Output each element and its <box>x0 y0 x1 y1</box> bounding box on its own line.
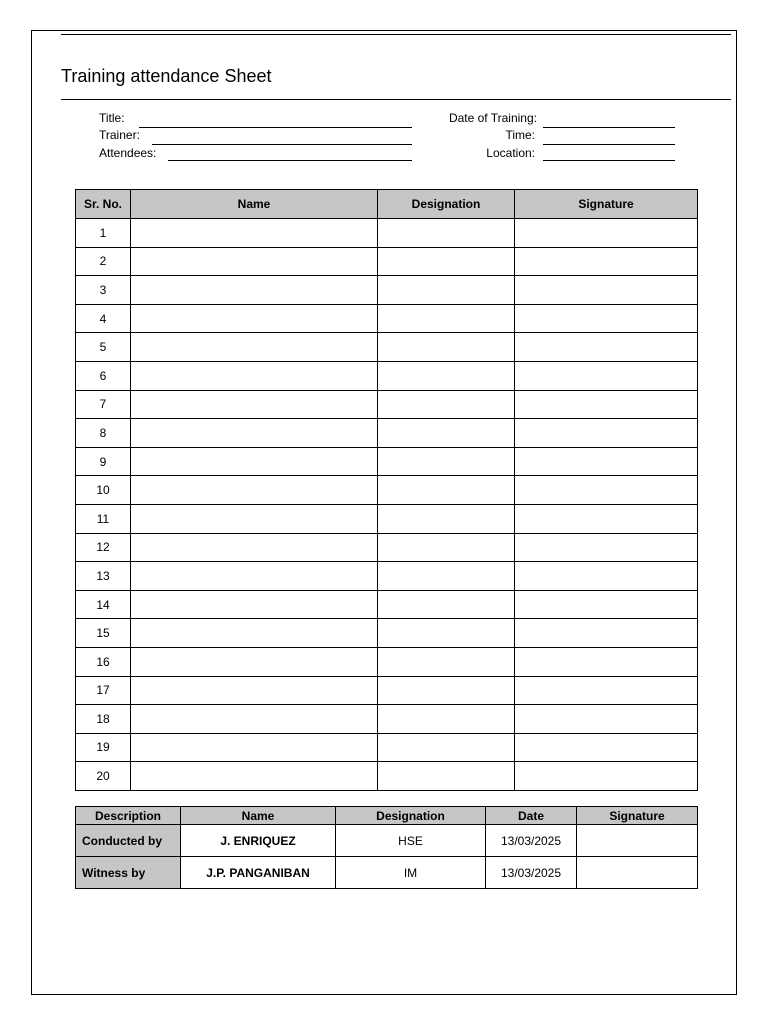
row-number: 5 <box>76 333 131 362</box>
designation-cell[interactable] <box>378 733 515 762</box>
row-number: 6 <box>76 361 131 390</box>
designation-cell[interactable] <box>378 705 515 734</box>
attendance-table <box>75 189 698 791</box>
designation-cell[interactable] <box>378 276 515 305</box>
date-of-training-line[interactable] <box>543 127 675 128</box>
attendance-row <box>76 476 698 505</box>
time-label: Time: <box>505 128 535 142</box>
signature-cell[interactable] <box>515 619 698 648</box>
summary-header-name: Name <box>181 807 336 825</box>
designation-cell[interactable] <box>378 504 515 533</box>
row-number: 8 <box>76 419 131 448</box>
row-number: 19 <box>76 733 131 762</box>
page-title: Training attendance Sheet <box>61 66 272 86</box>
signature-cell[interactable] <box>515 304 698 333</box>
attendance-row <box>76 219 698 248</box>
designation-cell[interactable] <box>378 590 515 619</box>
name-cell[interactable] <box>131 333 378 362</box>
row-number: 3 <box>76 276 131 305</box>
summary-name[interactable]: J.P. PANGANIBAN <box>181 857 336 889</box>
signature-cell[interactable] <box>515 361 698 390</box>
summary-header-date: Date <box>486 807 577 825</box>
name-cell[interactable] <box>131 390 378 419</box>
attendance-row <box>76 304 698 333</box>
location-label: Location: <box>486 146 535 160</box>
name-cell[interactable] <box>131 733 378 762</box>
attendance-row <box>76 647 698 676</box>
header-sr-no: Sr. No. <box>76 190 131 219</box>
summary-header-description: Description <box>76 807 181 825</box>
date-of-training-label: Date of Training: <box>448 111 537 125</box>
name-cell[interactable] <box>131 276 378 305</box>
signature-cell[interactable] <box>515 705 698 734</box>
summary-description: Conducted by <box>76 825 181 857</box>
name-cell[interactable] <box>131 219 378 248</box>
row-number: 20 <box>76 762 131 791</box>
attendance-row <box>76 762 698 791</box>
signature-cell[interactable] <box>515 447 698 476</box>
attendance-row <box>76 361 698 390</box>
name-cell[interactable] <box>131 705 378 734</box>
signature-cell[interactable] <box>515 762 698 791</box>
attendance-header-row <box>76 190 698 219</box>
summary-description: Witness by <box>76 857 181 889</box>
name-cell[interactable] <box>131 419 378 448</box>
row-number: 13 <box>76 562 131 591</box>
header-designation: Designation <box>378 190 515 219</box>
signature-cell[interactable] <box>515 562 698 591</box>
summary-header-signature: Signature <box>577 807 698 825</box>
summary-header-designation: Designation <box>336 807 486 825</box>
row-number: 10 <box>76 476 131 505</box>
signature-cell[interactable] <box>515 533 698 562</box>
designation-cell[interactable] <box>378 762 515 791</box>
header-name: Name <box>131 190 378 219</box>
name-cell[interactable] <box>131 562 378 591</box>
row-number: 2 <box>76 247 131 276</box>
name-cell[interactable] <box>131 533 378 562</box>
row-number: 17 <box>76 676 131 705</box>
summary-date[interactable]: 13/03/2025 <box>486 825 577 857</box>
row-number: 18 <box>76 705 131 734</box>
summary-signature[interactable] <box>577 825 698 857</box>
name-cell[interactable] <box>131 447 378 476</box>
signature-cell[interactable] <box>515 247 698 276</box>
name-cell[interactable] <box>131 762 378 791</box>
designation-cell[interactable] <box>378 333 515 362</box>
signature-cell[interactable] <box>515 219 698 248</box>
summary-signature[interactable] <box>577 857 698 889</box>
designation-cell[interactable] <box>378 562 515 591</box>
trainer-line[interactable] <box>152 144 412 145</box>
name-cell[interactable] <box>131 361 378 390</box>
attendance-row <box>76 276 698 305</box>
designation-cell[interactable] <box>378 447 515 476</box>
row-number: 7 <box>76 390 131 419</box>
summary-name[interactable]: J. ENRIQUEZ <box>181 825 336 857</box>
attendance-row <box>76 733 698 762</box>
row-number: 4 <box>76 304 131 333</box>
designation-cell[interactable] <box>378 476 515 505</box>
title-rule <box>61 99 731 100</box>
summary-designation[interactable]: HSE <box>336 825 486 857</box>
time-line[interactable] <box>543 144 675 145</box>
signature-cell[interactable] <box>515 333 698 362</box>
signature-cell[interactable] <box>515 476 698 505</box>
designation-cell[interactable] <box>378 676 515 705</box>
attendance-row <box>76 504 698 533</box>
attendees-label: Attendees: <box>99 146 157 160</box>
attendance-row <box>76 562 698 591</box>
row-number: 1 <box>76 219 131 248</box>
row-number: 14 <box>76 590 131 619</box>
attendance-row <box>76 619 698 648</box>
attendance-row <box>76 447 698 476</box>
signature-cell[interactable] <box>515 504 698 533</box>
name-cell[interactable] <box>131 590 378 619</box>
designation-cell[interactable] <box>378 533 515 562</box>
attendance-row <box>76 333 698 362</box>
signature-cell[interactable] <box>515 590 698 619</box>
row-number: 11 <box>76 504 131 533</box>
attendance-row <box>76 705 698 734</box>
name-cell[interactable] <box>131 647 378 676</box>
attendance-row <box>76 533 698 562</box>
designation-cell[interactable] <box>378 361 515 390</box>
row-number: 15 <box>76 619 131 648</box>
designation-cell[interactable] <box>378 390 515 419</box>
signature-cell[interactable] <box>515 419 698 448</box>
summary-date[interactable]: 13/03/2025 <box>486 857 577 889</box>
signature-cell[interactable] <box>515 676 698 705</box>
attendance-row <box>76 590 698 619</box>
signature-cell[interactable] <box>515 390 698 419</box>
attendance-row <box>76 390 698 419</box>
header-signature: Signature <box>515 190 698 219</box>
signature-cell[interactable] <box>515 733 698 762</box>
name-cell[interactable] <box>131 504 378 533</box>
summary-row-conducted <box>76 825 698 857</box>
summary-row-witness <box>76 857 698 889</box>
designation-cell[interactable] <box>378 219 515 248</box>
trainer-label: Trainer: <box>99 128 140 142</box>
designation-cell[interactable] <box>378 619 515 648</box>
name-cell[interactable] <box>131 304 378 333</box>
title-line[interactable] <box>139 127 412 128</box>
summary-designation[interactable]: IM <box>336 857 486 889</box>
signature-cell[interactable] <box>515 276 698 305</box>
location-line[interactable] <box>543 160 675 161</box>
name-cell[interactable] <box>131 247 378 276</box>
row-number: 9 <box>76 447 131 476</box>
name-cell[interactable] <box>131 619 378 648</box>
designation-cell[interactable] <box>378 419 515 448</box>
designation-cell[interactable] <box>378 247 515 276</box>
attendees-line[interactable] <box>168 160 412 161</box>
summary-table <box>75 806 698 889</box>
designation-cell[interactable] <box>378 647 515 676</box>
summary-header-row <box>76 807 698 825</box>
attendance-row <box>76 419 698 448</box>
attendance-row <box>76 676 698 705</box>
signature-cell[interactable] <box>515 647 698 676</box>
title-label: Title: <box>99 111 125 125</box>
name-cell[interactable] <box>131 676 378 705</box>
row-number: 16 <box>76 647 131 676</box>
designation-cell[interactable] <box>378 304 515 333</box>
name-cell[interactable] <box>131 476 378 505</box>
attendance-row <box>76 247 698 276</box>
top-rule <box>61 34 731 35</box>
row-number: 12 <box>76 533 131 562</box>
